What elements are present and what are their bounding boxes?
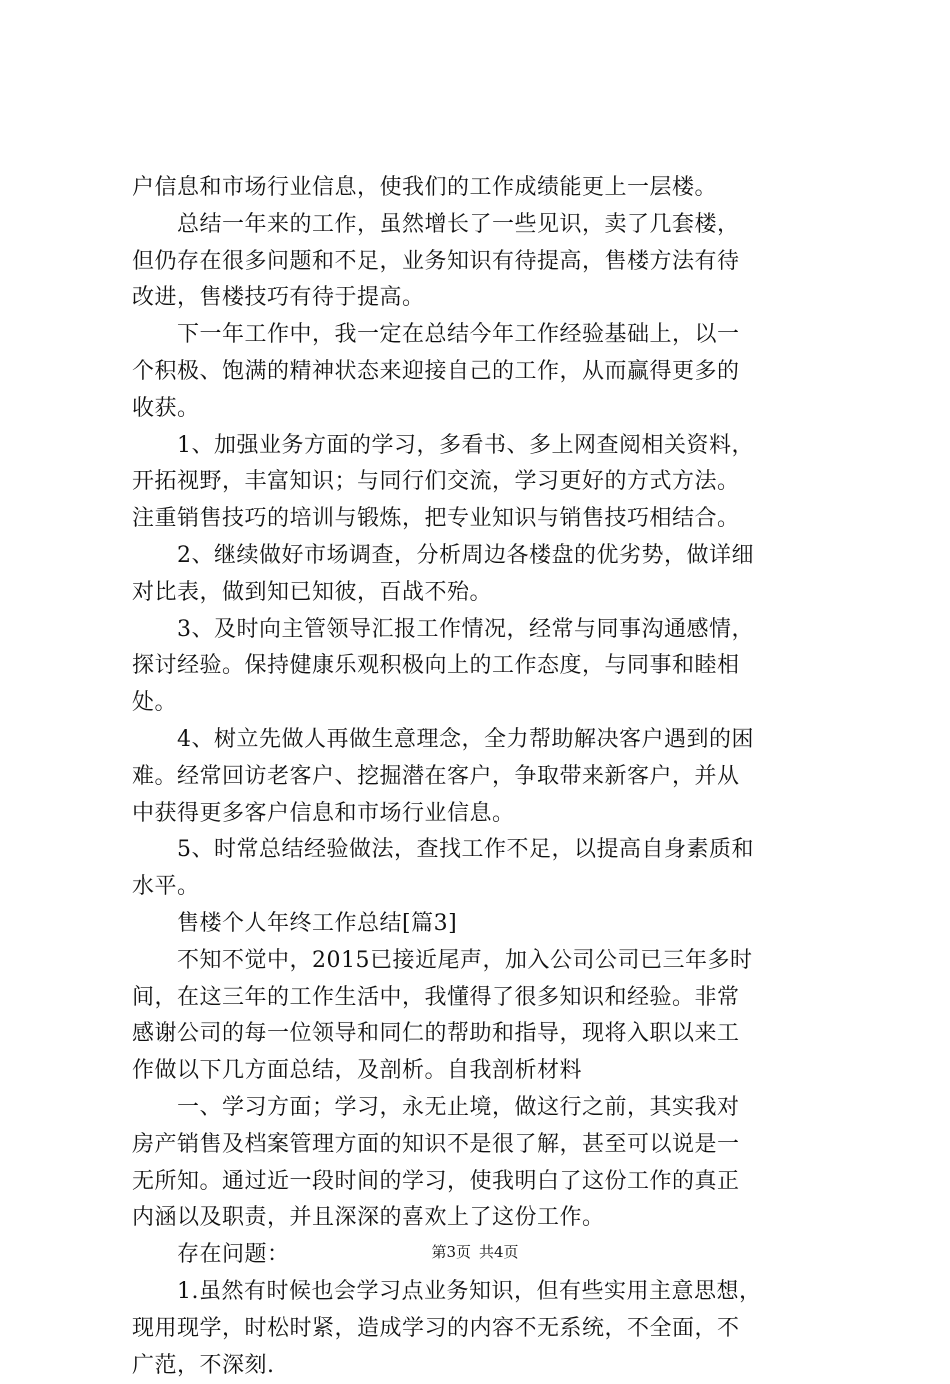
text-line: 房产销售及档案管理方面的知识不是很了解，甚至可以说是一	[132, 1127, 832, 1164]
text-line: 收获。	[132, 391, 832, 428]
text-line: 处。	[132, 685, 832, 722]
text-line: 作做以下几方面总结，及剖析。自我剖析材料	[132, 1053, 832, 1090]
text-line: 户信息和市场行业信息，使我们的工作成绩能更上一层楼。	[132, 170, 832, 207]
text-line: 3、及时向主管领导汇报工作情况，经常与同事沟通感情，	[132, 612, 832, 649]
text-line: 无所知。通过近一段时间的学习，使我明白了这份工作的真正	[132, 1164, 832, 1201]
document-body	[132, 170, 832, 1384]
text-line: 1.虽然有时候也会学习点业务知识，但有些实用主意思想，	[132, 1274, 832, 1311]
text-line: 一、学习方面；学习，永无止境，做这行之前，其实我对	[132, 1090, 832, 1127]
text-line: 1、加强业务方面的学习，多看书、多上网查阅相关资料，	[132, 428, 832, 465]
text-line: 4、树立先做人再做生意理念，全力帮助解决客户遇到的困	[132, 722, 832, 759]
section-heading: 售楼个人年终工作总结[篇3]	[132, 906, 832, 943]
text-line: 但仍存在很多问题和不足，业务知识有待提高，售楼方法有待	[132, 244, 832, 281]
text-line: 总结一年来的工作，虽然增长了一些见识，卖了几套楼，	[132, 207, 832, 244]
text-line: 改进，售楼技巧有待于提高。	[132, 280, 832, 317]
text-line: 广范，不深刻.	[132, 1348, 832, 1384]
page-footer	[0, 1242, 950, 1262]
text-line: 间，在这三年的工作生活中，我懂得了很多知识和经验。非常	[132, 980, 832, 1017]
text-line: 下一年工作中，我一定在总结今年工作经验基础上，以一	[132, 317, 832, 354]
text-line: 存在问题：	[132, 1237, 832, 1274]
text-line: 中获得更多客户信息和市场行业信息。	[132, 796, 832, 833]
text-line: 注重销售技巧的培训与锻炼，把专业知识与销售技巧相结合。	[132, 501, 832, 538]
page-total: 共4页	[479, 1243, 519, 1261]
text-line: 难。经常回访老客户、挖掘潜在客户，争取带来新客户，并从	[132, 759, 832, 796]
page-number: 第3页	[431, 1243, 471, 1261]
text-line: 现用现学，时松时紧，造成学习的内容不无系统，不全面，不	[132, 1311, 832, 1348]
text-line: 探讨经验。保持健康乐观积极向上的工作态度，与同事和睦相	[132, 648, 832, 685]
text-line: 开拓视野，丰富知识；与同行们交流，学习更好的方式方法。	[132, 464, 832, 501]
text-line: 不知不觉中，2015已接近尾声，加入公司公司已三年多时	[132, 943, 832, 980]
text-line: 感谢公司的每一位领导和同仁的帮助和指导，现将入职以来工	[132, 1016, 832, 1053]
text-line: 对比表，做到知已知彼，百战不殆。	[132, 575, 832, 612]
text-line: 个积极、饱满的精神状态来迎接自己的工作，从而赢得更多的	[132, 354, 832, 391]
text-line: 2、继续做好市场调查，分析周边各楼盘的优劣势，做详细	[132, 538, 832, 575]
text-line: 内涵以及职责，并且深深的喜欢上了这份工作。	[132, 1200, 832, 1237]
text-line: 水平。	[132, 869, 832, 906]
text-line: 5、时常总结经验做法，查找工作不足，以提高自身素质和	[132, 832, 832, 869]
